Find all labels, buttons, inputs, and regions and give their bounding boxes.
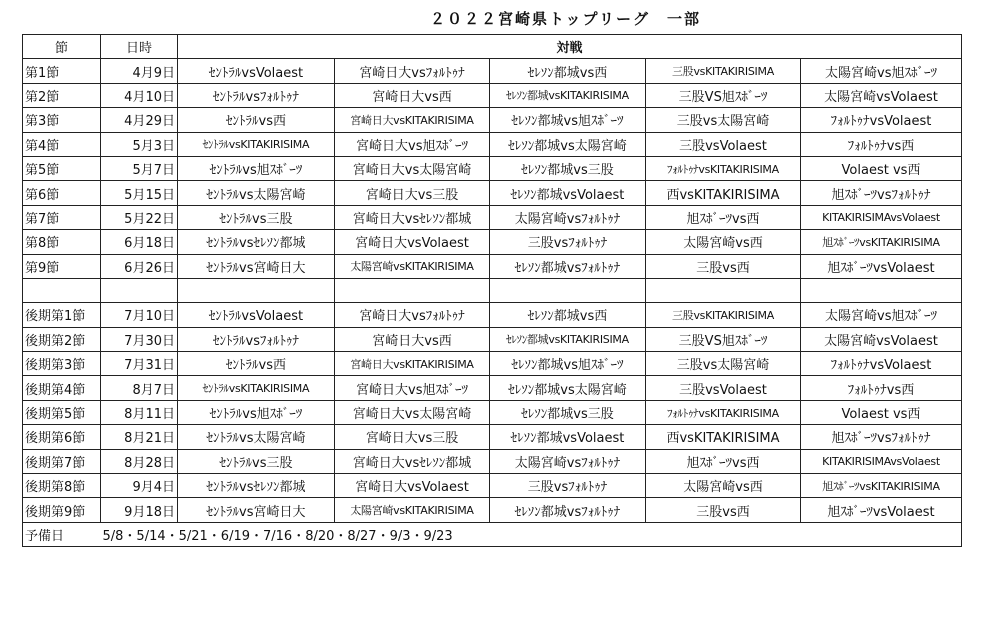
match-cell: ｾﾚｿﾝ都城vs太陽宮崎	[490, 132, 646, 156]
round-date: 8月7日	[101, 376, 178, 400]
match-cell: 西vsKITAKIRISIMA	[646, 181, 801, 205]
round-date: 8月21日	[101, 425, 178, 449]
match-cell: 宮崎日大vsKITAKIRISIMA	[335, 108, 490, 132]
match-cell: Volaest vs西	[801, 156, 962, 180]
round-row	[23, 303, 962, 327]
match-cell: 旭ｽﾎﾞｰﾂvsﾌｫﾙﾄｩﾅ	[801, 425, 962, 449]
round-date: 5月22日	[101, 205, 178, 229]
match-cell: 旭ｽﾎﾞｰﾂvs西	[646, 449, 801, 473]
round-row	[23, 181, 962, 205]
round-date: 4月9日	[101, 59, 178, 83]
spacer-cell	[335, 278, 490, 302]
header-matches: 対戦	[178, 35, 962, 59]
round-row	[23, 59, 962, 83]
round-label: 後期第5節	[23, 400, 101, 424]
match-cell: 旭ｽﾎﾞｰﾂvsKITAKIRISIMA	[801, 474, 962, 498]
round-date: 6月26日	[101, 254, 178, 278]
match-cell: ｾﾝﾄﾗﾙvsﾌｫﾙﾄｩﾅ	[178, 327, 335, 351]
match-cell: ﾌｫﾙﾄｩﾅvsKITAKIRISIMA	[646, 400, 801, 424]
round-label: 第6節	[23, 181, 101, 205]
round-row	[23, 327, 962, 351]
round-row	[23, 400, 962, 424]
match-cell: 宮崎日大vs西	[335, 327, 490, 351]
match-cell: ｾﾝﾄﾗﾙvsKITAKIRISIMA	[178, 376, 335, 400]
match-cell: 三股VS旭ｽﾎﾞｰﾂ	[646, 83, 801, 107]
match-cell: 旭ｽﾎﾞｰﾂvsKITAKIRISIMA	[801, 230, 962, 254]
round-date: 5月15日	[101, 181, 178, 205]
spacer-cell	[801, 278, 962, 302]
match-cell: ｾﾚｿﾝ都城vsVolaest	[490, 181, 646, 205]
match-cell: 宮崎日大vsｾﾚｿﾝ都城	[335, 205, 490, 229]
round-row	[23, 83, 962, 107]
round-label: 第2節	[23, 83, 101, 107]
match-cell: ｾﾝﾄﾗﾙvs太陽宮崎	[178, 181, 335, 205]
match-cell: 宮崎日大vs太陽宮崎	[335, 400, 490, 424]
match-cell: 宮崎日大vs西	[335, 83, 490, 107]
match-cell: ｾﾚｿﾝ都城vsVolaest	[490, 425, 646, 449]
spacer-cell	[178, 278, 335, 302]
match-cell: 宮崎日大vs三股	[335, 425, 490, 449]
match-cell: 宮崎日大vsKITAKIRISIMA	[335, 352, 490, 376]
match-cell: ｾﾚｿﾝ都城vsﾌｫﾙﾄｩﾅ	[490, 498, 646, 522]
match-cell: 宮崎日大vsVolaest	[335, 230, 490, 254]
match-cell: KITAKIRISIMAvsVolaest	[801, 449, 962, 473]
match-cell: ｾﾝﾄﾗﾙvsVolaest	[178, 59, 335, 83]
round-label: 第8節	[23, 230, 101, 254]
match-cell: ｾﾝﾄﾗﾙvs西	[178, 352, 335, 376]
match-cell: ｾﾚｿﾝ都城vs三股	[490, 400, 646, 424]
match-cell: ｾﾝﾄﾗﾙvs宮崎日大	[178, 498, 335, 522]
match-cell: 旭ｽﾎﾞｰﾂvsﾌｫﾙﾄｩﾅ	[801, 181, 962, 205]
round-label: 第4節	[23, 132, 101, 156]
match-cell: ﾌｫﾙﾄｩﾅvsVolaest	[801, 108, 962, 132]
match-cell: ｾﾝﾄﾗﾙvs太陽宮崎	[178, 425, 335, 449]
reserve-label: 予備日	[23, 522, 101, 546]
match-cell: ｾﾝﾄﾗﾙvsﾌｫﾙﾄｩﾅ	[178, 83, 335, 107]
match-cell: 宮崎日大vs旭ｽﾎﾞｰﾂ	[335, 376, 490, 400]
round-row	[23, 449, 962, 473]
match-cell: 西vsKITAKIRISIMA	[646, 425, 801, 449]
page-title: ２０２２宮崎県トップリーグ 一部	[430, 10, 701, 28]
header-row	[23, 35, 962, 59]
round-label: 後期第4節	[23, 376, 101, 400]
match-cell: 三股vs太陽宮崎	[646, 352, 801, 376]
match-cell: 宮崎日大vs旭ｽﾎﾞｰﾂ	[335, 132, 490, 156]
reserve-row	[23, 522, 962, 546]
round-label: 第7節	[23, 205, 101, 229]
match-cell: ｾﾝﾄﾗﾙvs三股	[178, 449, 335, 473]
match-cell: 太陽宮崎vs旭ｽﾎﾞｰﾂ	[801, 59, 962, 83]
header-round: 節	[23, 35, 101, 59]
round-label: 後期第3節	[23, 352, 101, 376]
match-cell: ｾﾚｿﾝ都城vsKITAKIRISIMA	[490, 83, 646, 107]
round-date: 7月31日	[101, 352, 178, 376]
match-cell: 旭ｽﾎﾞｰﾂvsVolaest	[801, 254, 962, 278]
round-date: 8月11日	[101, 400, 178, 424]
match-cell: 旭ｽﾎﾞｰﾂvs西	[646, 205, 801, 229]
match-cell: ｾﾚｿﾝ都城vsﾌｫﾙﾄｩﾅ	[490, 254, 646, 278]
round-date: 7月10日	[101, 303, 178, 327]
match-cell: 宮崎日大vsﾌｫﾙﾄｩﾅ	[335, 303, 490, 327]
match-cell: 三股vsVolaest	[646, 132, 801, 156]
round-date: 9月4日	[101, 474, 178, 498]
round-date: 7月30日	[101, 327, 178, 351]
match-cell: 太陽宮崎vsKITAKIRISIMA	[335, 254, 490, 278]
round-date: 9月18日	[101, 498, 178, 522]
match-cell: 太陽宮崎vsVolaest	[801, 83, 962, 107]
round-row	[23, 230, 962, 254]
match-cell: 三股vsVolaest	[646, 376, 801, 400]
spacer-cell	[101, 278, 178, 302]
schedule-table	[22, 34, 962, 547]
round-date: 5月3日	[101, 132, 178, 156]
match-cell: ｾﾝﾄﾗﾙvsVolaest	[178, 303, 335, 327]
round-row	[23, 376, 962, 400]
round-row	[23, 156, 962, 180]
match-cell: 三股vs西	[646, 254, 801, 278]
round-label: 後期第2節	[23, 327, 101, 351]
match-cell: 旭ｽﾎﾞｰﾂvsVolaest	[801, 498, 962, 522]
match-cell: 太陽宮崎vsﾌｫﾙﾄｩﾅ	[490, 205, 646, 229]
match-cell: ｾﾚｿﾝ都城vs太陽宮崎	[490, 376, 646, 400]
spacer-cell	[646, 278, 801, 302]
match-cell: 三股vsﾌｫﾙﾄｩﾅ	[490, 474, 646, 498]
round-row	[23, 205, 962, 229]
match-cell: ｾﾚｿﾝ都城vs西	[490, 59, 646, 83]
round-row	[23, 425, 962, 449]
match-cell: 太陽宮崎vsVolaest	[801, 327, 962, 351]
round-label: 後期第1節	[23, 303, 101, 327]
header-date: 日時	[101, 35, 178, 59]
match-cell: 太陽宮崎vs西	[646, 474, 801, 498]
match-cell: ｾﾚｿﾝ都城vs旭ｽﾎﾞｰﾂ	[490, 352, 646, 376]
round-label: 後期第9節	[23, 498, 101, 522]
round-row	[23, 254, 962, 278]
match-cell: ｾﾝﾄﾗﾙvsｾﾚｿﾝ都城	[178, 474, 335, 498]
match-cell: 三股vs西	[646, 498, 801, 522]
spacer-cell	[490, 278, 646, 302]
match-cell: ｾﾝﾄﾗﾙvsKITAKIRISIMA	[178, 132, 335, 156]
match-cell: ﾌｫﾙﾄｩﾅvs西	[801, 132, 962, 156]
match-cell: ｾﾝﾄﾗﾙvs三股	[178, 205, 335, 229]
match-cell: ｾﾝﾄﾗﾙvs旭ｽﾎﾞｰﾂ	[178, 156, 335, 180]
match-cell: 太陽宮崎vs西	[646, 230, 801, 254]
schedule-body	[23, 59, 962, 547]
match-cell: ﾌｫﾙﾄｩﾅvsVolaest	[801, 352, 962, 376]
reserve-dates: 5/8・5/14・5/21・6/19・7/16・8/20・8/27・9/3・9/23	[101, 522, 962, 546]
round-label: 第1節	[23, 59, 101, 83]
match-cell: 宮崎日大vsｾﾚｿﾝ都城	[335, 449, 490, 473]
round-label: 後期第8節	[23, 474, 101, 498]
spacer-row	[23, 278, 962, 302]
match-cell: ｾﾝﾄﾗﾙvsｾﾚｿﾝ都城	[178, 230, 335, 254]
match-cell: 宮崎日大vs三股	[335, 181, 490, 205]
round-label: 第5節	[23, 156, 101, 180]
round-date: 4月10日	[101, 83, 178, 107]
round-label: 第9節	[23, 254, 101, 278]
round-label: 後期第6節	[23, 425, 101, 449]
match-cell: ｾﾚｿﾝ都城vsKITAKIRISIMA	[490, 327, 646, 351]
match-cell: ﾌｫﾙﾄｩﾅvs西	[801, 376, 962, 400]
match-cell: ｾﾝﾄﾗﾙvs西	[178, 108, 335, 132]
round-label: 第3節	[23, 108, 101, 132]
match-cell: 宮崎日大vs太陽宮崎	[335, 156, 490, 180]
match-cell: 三股vsKITAKIRISIMA	[646, 303, 801, 327]
match-cell: 三股vs太陽宮崎	[646, 108, 801, 132]
round-row	[23, 108, 962, 132]
match-cell: ｾﾝﾄﾗﾙvs宮崎日大	[178, 254, 335, 278]
spacer-cell	[23, 278, 101, 302]
match-cell: KITAKIRISIMAvsVolaest	[801, 205, 962, 229]
match-cell: 三股vsKITAKIRISIMA	[646, 59, 801, 83]
match-cell: ｾﾚｿﾝ都城vs三股	[490, 156, 646, 180]
match-cell: 太陽宮崎vs旭ｽﾎﾞｰﾂ	[801, 303, 962, 327]
match-cell: 宮崎日大vsVolaest	[335, 474, 490, 498]
round-date: 8月28日	[101, 449, 178, 473]
round-row	[23, 352, 962, 376]
match-cell: ｾﾚｿﾝ都城vs旭ｽﾎﾞｰﾂ	[490, 108, 646, 132]
match-cell: Volaest vs西	[801, 400, 962, 424]
match-cell: 三股VS旭ｽﾎﾞｰﾂ	[646, 327, 801, 351]
match-cell: 太陽宮崎vsKITAKIRISIMA	[335, 498, 490, 522]
match-cell: ｾﾚｿﾝ都城vs西	[490, 303, 646, 327]
round-row	[23, 132, 962, 156]
round-date: 5月7日	[101, 156, 178, 180]
round-date: 4月29日	[101, 108, 178, 132]
match-cell: ﾌｫﾙﾄｩﾅvsKITAKIRISIMA	[646, 156, 801, 180]
match-cell: 宮崎日大vsﾌｫﾙﾄｩﾅ	[335, 59, 490, 83]
match-cell: 太陽宮崎vsﾌｫﾙﾄｩﾅ	[490, 449, 646, 473]
round-row	[23, 498, 962, 522]
round-date: 6月18日	[101, 230, 178, 254]
round-label: 後期第7節	[23, 449, 101, 473]
round-row	[23, 474, 962, 498]
match-cell: ｾﾝﾄﾗﾙvs旭ｽﾎﾞｰﾂ	[178, 400, 335, 424]
match-cell: 三股vsﾌｫﾙﾄｩﾅ	[490, 230, 646, 254]
